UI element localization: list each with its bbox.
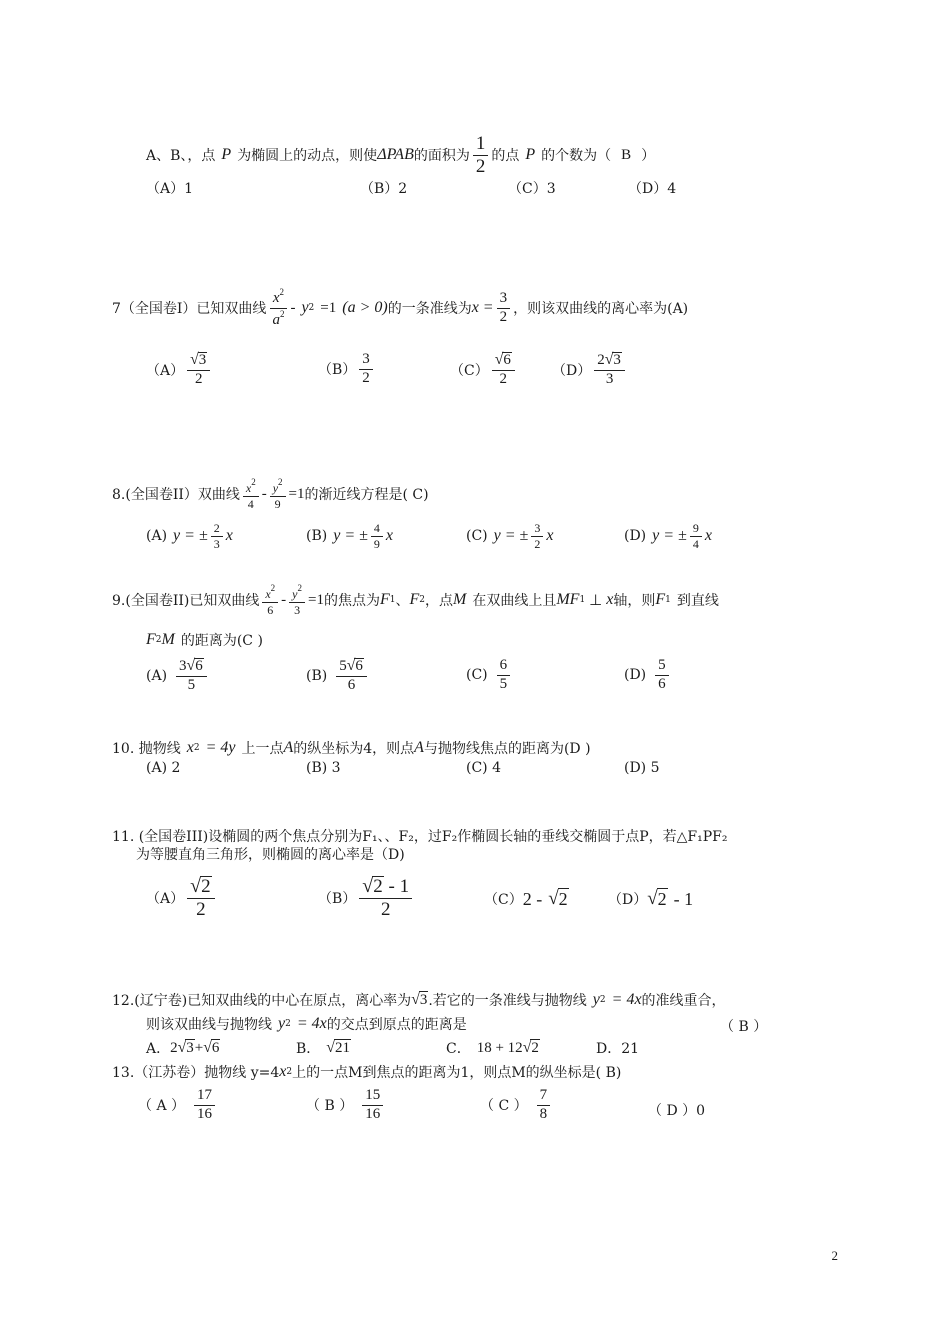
- q6-option-b: （B）2: [360, 181, 408, 197]
- q8-option-d: (D) y = ± $\frac{9}{4}$ x: [624, 521, 712, 551]
- q6-option-a: （A）1: [146, 181, 194, 197]
- q12-option-a: A． 2 √ 3 + √ 6: [146, 1039, 220, 1057]
- page-number: 2: [831, 1248, 838, 1263]
- q10-option-d: (D) 5: [624, 760, 660, 776]
- q11-option-b: （B） √ 2 - 1 2: [318, 876, 415, 920]
- q7-option-b: （B） $\frac{3}{2}$: [318, 352, 376, 387]
- q7-option-c: （C） √ 6 2: [450, 352, 518, 388]
- q8-stem: 8.(全国卷II）双曲线 $\frac{x^2}{4}$ - $\frac{y^2}{9}$ =1 的渐近线方程是( C): [112, 477, 429, 511]
- q13-option-c: （ C ） $\frac{7}{8}$: [480, 1088, 553, 1123]
- q8-option-a: (A) y = ± $\frac{2}{3}$ x: [146, 521, 233, 551]
- q12-stem-line2: 则该双曲线与抛物线 y 2 = 4x 的交点到原点的距离是: [146, 1015, 467, 1033]
- q13-stem: 13.（江苏卷）抛物线 y=4 x 2 上的一点M到焦点的距离为1，则点M的纵坐标是( B): [112, 1063, 622, 1081]
- q11-option-d: （D） √ 2 - 1: [608, 888, 694, 909]
- q13-option-a: （ A ） $\frac{17}{16}$: [138, 1088, 218, 1123]
- q9-option-c: (C) $\frac{6}{5}$: [466, 658, 513, 693]
- q11-stem-line2: 为等腰直角三角形，则椭圆的离心率是（D): [136, 847, 405, 863]
- q10-option-c: (C) 4: [466, 760, 501, 776]
- q9-option-b: (B) 5 √ 6 6: [306, 658, 370, 694]
- q6-half: $\frac{1}{2}$: [473, 134, 489, 177]
- q9-stem-line2: F 2 M 的距离为(C ): [146, 631, 263, 649]
- q11-option-a: （A） √ 2 2: [146, 876, 218, 920]
- q10-option-b: (B) 3: [306, 760, 341, 776]
- q9-option-d: (D) $\frac{5}{6}$: [624, 658, 672, 693]
- q8-option-c: (C) y = ± $\frac{3}{2}$ x: [466, 521, 554, 551]
- q10-option-a: (A) 2: [146, 760, 181, 776]
- q12-option-b: B． √ 21: [296, 1039, 350, 1057]
- q7-three-halves: $\frac{3}{2}$: [497, 291, 511, 326]
- q12-answer: （ B ）: [720, 1019, 768, 1035]
- q13-option-b: （ B ） $\frac{15}{16}$: [306, 1088, 386, 1123]
- q12-option-d: D．21: [596, 1041, 640, 1057]
- q7-x2-over-a2: $\frac{x^2}{a^2}$: [269, 288, 287, 329]
- q13-option-d: （ D ）0: [648, 1103, 706, 1119]
- q10-stem: 10. 抛物线 x 2 = 4y 上一点 A 的纵坐标为4，则点 A 与抛物线焦点的距离为(D ): [112, 739, 591, 757]
- q11-option-c: （C） 2 - √ 2: [484, 888, 568, 909]
- q6-stem: A、B、，点 P 为椭圆上的动点，则使 ΔPAB 的面积为 $\frac{1}{2}$ 的点 P 的个数为（ B ）: [146, 133, 656, 177]
- q6-option-d: （D）4: [628, 181, 677, 197]
- q8-option-b: (B) y = ± $\frac{4}{9}$ x: [306, 521, 394, 551]
- q7-option-a: （A） √ 3 2: [146, 352, 213, 388]
- q9-option-a: (A) 3 √ 6 5: [146, 658, 210, 694]
- q12-stem-line1: 12.(辽宁卷)已知双曲线的中心在原点，离心率为 √ 3 .若它的一条准线与抛物线 y 2 = 4x 的准线重合，: [112, 991, 726, 1009]
- q9-stem-line1: 9.(全国卷II)已知双曲线 $\frac{x^2}{6}$ - $\frac{y^2}{3}$ =1 的焦点为 F 1 、 F 2 ，点 M 在双曲线上且 MF 1 ⊥ x 轴，则 F 1 到直线: [112, 583, 719, 617]
- q11-stem-line1: 11. (全国卷III)设椭圆的两个焦点分别为F₁、、F₂，过F₂作椭圆长轴的垂线交椭圆于点P，若△F₁PF₂: [112, 829, 728, 845]
- q7-stem: 7（全国卷Ⅰ）已知双曲线 $\frac{x^2}{a^2}$ - y 2 =1 (a > 0) 的一条准线为 x = $\frac{3}{2}$ ，则该双曲线的离心率为(A): [112, 287, 689, 328]
- q12-option-c: C． 18 + 12 √ 2: [446, 1039, 539, 1057]
- q7-option-d: （D） 2 √ 3 3: [552, 352, 628, 388]
- q6-option-c: （C）3: [508, 181, 556, 197]
